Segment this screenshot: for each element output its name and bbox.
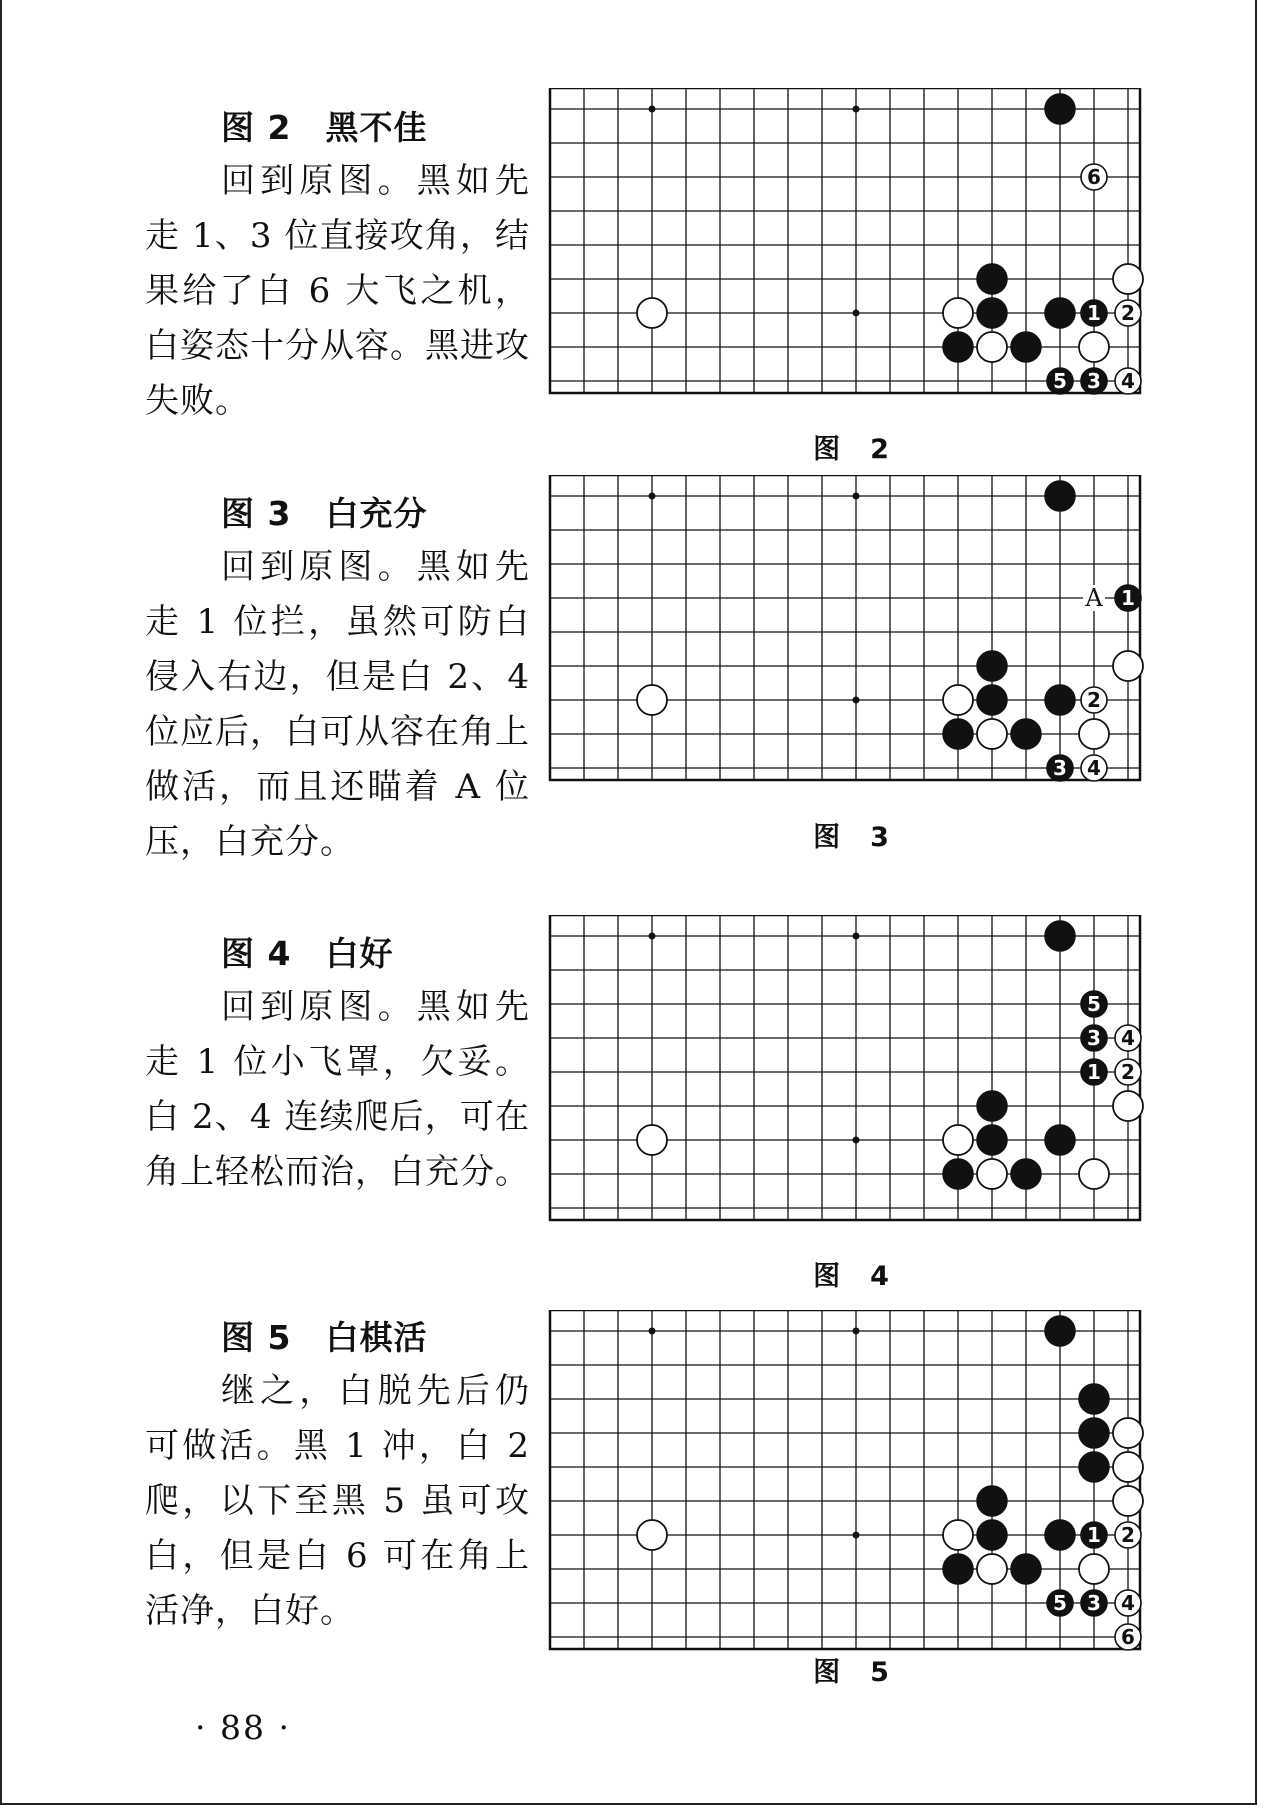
black-stone [977,264,1007,294]
white-stone [637,685,667,715]
black-stone [1011,719,1041,749]
numbered-black-stone [1081,1059,1107,1085]
black-stone [1045,94,1075,124]
star-point [853,493,860,500]
move-number: 5 [1087,992,1101,1016]
move-number: 4 [1087,756,1101,780]
black-stone [1045,1520,1075,1550]
move-number: 5 [1053,1591,1067,1615]
white-stone [1113,264,1143,294]
section-body: 回到原图。黑如先走 1、3 位直接攻角，结果给了白 6 大飞之机，白姿态十分从容。黑进攻失败。 [145,161,530,421]
go-board [545,475,1157,805]
numbered-black-stone [1047,1590,1073,1616]
star-point [853,1137,860,1144]
white-stone [977,332,1007,362]
star-point [853,310,860,317]
white-stone [637,298,667,328]
star-point [853,1328,860,1335]
black-stone [1011,1159,1041,1189]
black-stone [977,1091,1007,1121]
white-stone [943,1125,973,1155]
heading-number: 图 5 [221,1318,292,1357]
black-stone [977,1125,1007,1155]
heading-number: 图 4 [221,934,292,973]
white-stone [637,1125,667,1155]
star-point [853,1532,860,1539]
numbered-white-stone [1115,300,1141,326]
heading-title: 白充分 [325,494,428,533]
move-number: 2 [1121,1523,1135,1547]
black-stone [1011,332,1041,362]
black-stone [1045,298,1075,328]
numbered-black-stone [1115,585,1141,611]
black-stone [1045,481,1075,511]
caption-number: 5 [870,1657,889,1688]
move-number: 3 [1053,756,1067,780]
black-stone [1045,1316,1075,1346]
star-point [853,106,860,113]
white-stone [977,719,1007,749]
section-heading [221,1318,530,1358]
black-stone [1011,1554,1041,1584]
section-heading [221,934,530,974]
numbered-black-stone [1081,1522,1107,1548]
move-number: 6 [1087,165,1101,189]
heading-title: 黑不佳 [325,108,428,147]
white-stone [1113,1486,1143,1516]
section-body: 继之，白脱先后仍可做活。黑 1 冲，白 2 爬，以下至黑 5 虽可攻白，但是白 6 可在角上活净，白好。 [145,1371,530,1631]
move-number: 2 [1121,301,1135,325]
numbered-black-stone [1081,1590,1107,1616]
black-stone [1045,921,1075,951]
figure-caption [545,1254,1157,1293]
heading-number: 图 2 [221,108,292,147]
move-number: 3 [1087,1591,1101,1615]
caption-label: 图 [813,1657,841,1688]
move-number: 5 [1053,369,1067,393]
move-number: 3 [1087,369,1101,393]
black-stone [943,332,973,362]
white-stone [1079,719,1109,749]
white-stone [943,1520,973,1550]
star-point [649,1328,656,1335]
move-number: 1 [1087,1523,1101,1547]
move-number: 3 [1087,1026,1101,1050]
white-stone [1079,1159,1109,1189]
black-stone [943,1159,973,1189]
numbered-black-stone [1081,991,1107,1017]
section-body: 回到原图。黑如先走 1 位拦，虽然可防白侵入右边，但是白 2、4 位应后，白可从容在角上做活，而且还瞄着 A 位压，白充分。 [145,547,530,862]
go-board [545,1310,1157,1652]
black-stone [943,719,973,749]
white-stone [1079,1554,1109,1584]
black-stone [977,685,1007,715]
white-stone [943,298,973,328]
move-number: 1 [1121,586,1135,610]
board-svg [545,475,1157,788]
numbered-black-stone [1081,368,1107,394]
white-stone [1113,1452,1143,1482]
caption-label: 图 [813,822,841,853]
caption-number: 4 [870,1261,889,1292]
move-number: 4 [1121,1026,1135,1050]
heading-title: 白好 [325,934,394,973]
move-number: 2 [1087,688,1101,712]
board-svg [545,88,1157,401]
numbered-white-stone [1115,1590,1141,1616]
numbered-white-stone [1115,1025,1141,1051]
numbered-white-stone [1115,1522,1141,1548]
section-text [145,1318,530,1639]
section-text [145,108,530,429]
star-point [853,933,860,940]
section-heading [221,108,530,148]
numbered-white-stone [1115,1059,1141,1085]
white-stone [1113,1091,1143,1121]
white-stone [637,1520,667,1550]
numbered-white-stone [1081,164,1107,190]
move-number: 2 [1121,1060,1135,1084]
move-number: 4 [1121,1591,1135,1615]
white-stone [1113,651,1143,681]
black-stone [1045,1125,1075,1155]
numbered-black-stone [1081,1025,1107,1051]
white-stone [943,685,973,715]
move-number: 6 [1121,1625,1135,1649]
numbered-black-stone [1081,300,1107,326]
section-text [145,934,530,1200]
caption-number: 2 [870,434,889,465]
black-stone [943,1554,973,1584]
white-stone [1079,332,1109,362]
numbered-white-stone [1115,368,1141,394]
point-letter: A [1085,584,1103,612]
white-stone [1113,1418,1143,1448]
caption-label: 图 [813,1261,841,1292]
star-point [649,933,656,940]
move-number: 4 [1121,369,1135,393]
go-board [545,915,1157,1245]
heading-number: 图 3 [221,494,292,533]
white-stone [977,1554,1007,1584]
section-heading [221,494,530,534]
board-svg [545,915,1157,1228]
page-number: · 88 · [195,1708,291,1747]
black-stone [1045,685,1075,715]
board-svg [545,1310,1157,1657]
star-point [853,697,860,704]
caption-number: 3 [870,822,889,853]
numbered-white-stone [1115,1624,1141,1650]
black-stone [977,1486,1007,1516]
section-text [145,494,530,870]
white-stone [977,1159,1007,1189]
figure-caption [545,1650,1157,1689]
numbered-white-stone [1081,687,1107,713]
numbered-black-stone [1047,368,1073,394]
move-number: 1 [1087,1060,1101,1084]
black-stone [1079,1452,1109,1482]
black-stone [1079,1384,1109,1414]
numbered-black-stone [1047,755,1073,781]
figure-caption [545,815,1157,854]
black-stone [1079,1418,1109,1448]
section-body: 回到原图。黑如先走 1 位小飞罩，欠妥。白 2、4 连续爬后，可在角上轻松而治，白充分。 [145,987,530,1192]
black-stone [977,651,1007,681]
star-point [649,106,656,113]
move-number: 1 [1087,301,1101,325]
heading-title: 白棋活 [325,1318,428,1357]
caption-label: 图 [813,434,841,465]
go-board [545,88,1157,418]
numbered-white-stone [1081,755,1107,781]
figure-caption [545,427,1157,466]
star-point [649,493,656,500]
black-stone [977,298,1007,328]
black-stone [977,1520,1007,1550]
